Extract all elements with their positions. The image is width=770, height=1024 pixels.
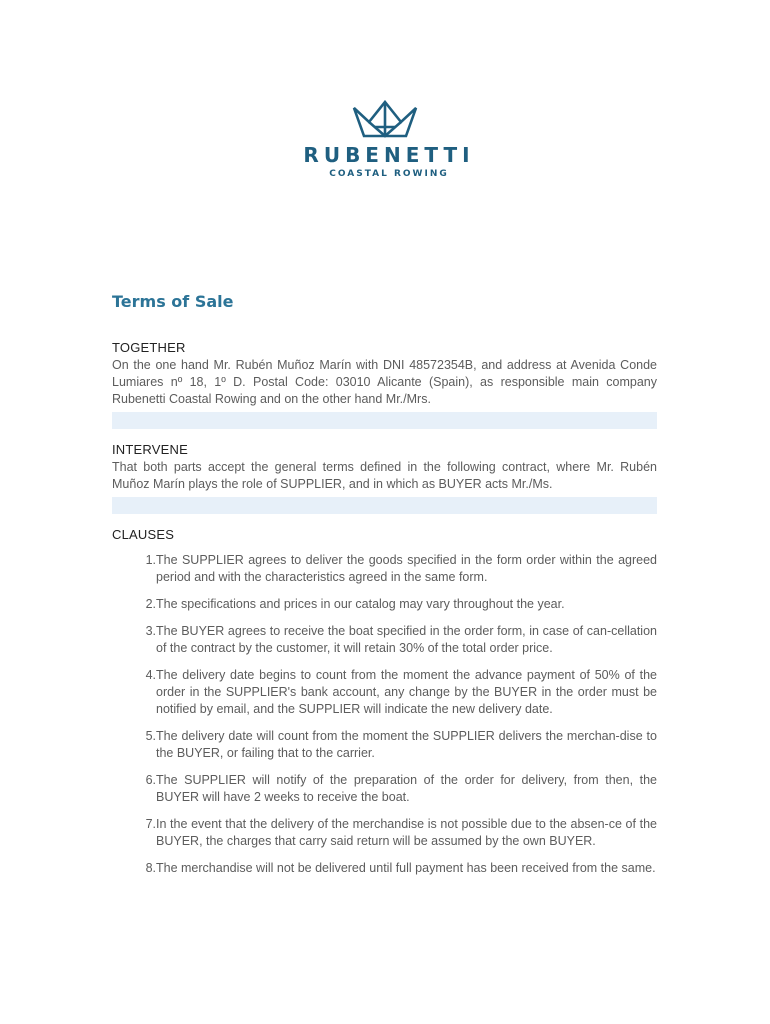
list-item bbox=[112, 623, 657, 657]
list-item bbox=[112, 772, 657, 806]
clause-number: 8. bbox=[145, 861, 156, 875]
clause-text: The delivery date will count from the moment the SUPPLIER delivers the merchan-dise to the BUYER, or failing that to the carrier. bbox=[156, 729, 657, 760]
buyer-name-fill-field[interactable] bbox=[112, 412, 657, 429]
buyer-acts-fill-field[interactable] bbox=[112, 497, 657, 514]
clause-text: The delivery date begins to count from the moment the advance payment of 50% of the order in the SUPPLIER's bank account, any change by the BUYER in the order must be notified by email, and the SUPPLIER will indicate the new delivery date. bbox=[156, 668, 657, 716]
clause-text: In the event that the delivery of the merchandise is not possible due to the absen-ce of the BUYER, the charges that carry said return will be assumed by the own BUYER. bbox=[156, 817, 657, 848]
list-item bbox=[112, 667, 657, 718]
terms-document bbox=[112, 290, 657, 887]
paper-boat-crown-icon bbox=[350, 100, 420, 140]
clause-number: 5. bbox=[145, 729, 156, 743]
section-intervene bbox=[112, 442, 657, 514]
brand-name: RUBENETTI bbox=[303, 143, 475, 167]
clause-text: The merchandise will not be delivered until full payment has been received from the same. bbox=[156, 861, 656, 875]
clause-text: The specifications and prices in our catalog may vary throughout the year. bbox=[156, 597, 565, 611]
list-item bbox=[112, 860, 657, 877]
page-title: Terms of Sale bbox=[112, 292, 234, 311]
list-item bbox=[112, 816, 657, 850]
intervene-paragraph: That both parts accept the general terms defined in the following contract, where Mr. Rubén Muñoz Marín plays the role of SUPPLIER, and in which as BUYER acts Mr./Ms. bbox=[112, 460, 657, 491]
section-heading-intervene: INTERVENE bbox=[112, 442, 188, 457]
list-item bbox=[112, 552, 657, 586]
clause-text: The SUPPLIER will notify of the preparation of the order for delivery, from then, the BUYER will have 2 weeks to receive the boat. bbox=[156, 773, 657, 804]
clause-number: 4. bbox=[145, 668, 156, 682]
company-logo bbox=[0, 100, 770, 180]
clause-number: 2. bbox=[145, 597, 156, 611]
clause-number: 7. bbox=[145, 817, 156, 831]
clause-number: 1. bbox=[145, 553, 156, 567]
clause-text: The SUPPLIER agrees to deliver the goods specified in the form order within the agreed period and with the characteristics agreed in the same form. bbox=[156, 553, 657, 584]
list-item bbox=[112, 596, 657, 613]
section-heading-together: TOGETHER bbox=[112, 340, 186, 355]
list-item bbox=[112, 728, 657, 762]
section-clauses bbox=[112, 527, 657, 877]
clause-text: The BUYER agrees to receive the boat specified in the order form, in case of can-cellation of the contract by the customer, it will retain 30% of the total order price. bbox=[156, 624, 657, 655]
section-together bbox=[112, 340, 657, 429]
clause-number: 6. bbox=[145, 773, 156, 787]
brand-tagline: COASTAL ROWING bbox=[329, 169, 449, 179]
clause-number: 3. bbox=[145, 624, 156, 638]
section-heading-clauses: CLAUSES bbox=[112, 527, 175, 542]
clauses-list bbox=[112, 552, 657, 877]
together-paragraph: On the one hand Mr. Rubén Muñoz Marín with DNI 48572354B, and address at Avenida Conde Lumiares nº 18, 1º D. Postal Code: 03010 Alicante (Spain), as responsible main company Rubenetti Coastal Rowing and on the other hand Mr./Mrs. bbox=[112, 358, 657, 406]
